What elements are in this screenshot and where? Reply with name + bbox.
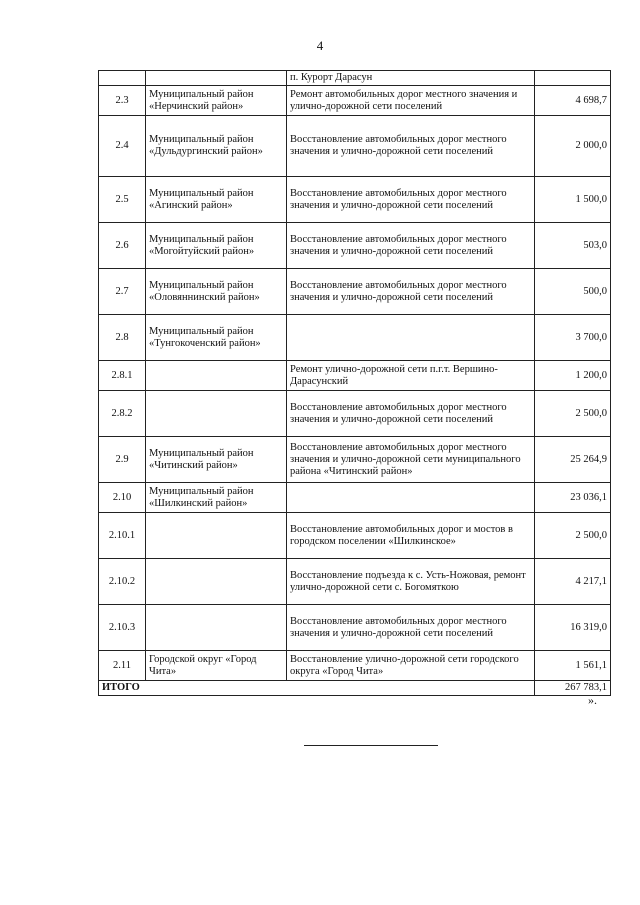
amount-cell: 23 036,1 bbox=[535, 483, 611, 513]
row-number-cell: 2.11 bbox=[99, 651, 146, 681]
total-label: ИТОГО bbox=[99, 681, 535, 696]
row-number-cell: 2.4 bbox=[99, 116, 146, 177]
description-cell: Восстановление автомобильных дорог местного значения и улично-дорожной сети поселений bbox=[287, 269, 535, 315]
table-row bbox=[99, 269, 611, 315]
amount-cell: 4 217,1 bbox=[535, 559, 611, 605]
table-row bbox=[99, 605, 611, 651]
amount-cell: 1 200,0 bbox=[535, 361, 611, 391]
signature-line bbox=[304, 745, 438, 746]
table-row bbox=[99, 116, 611, 177]
closing-quote: ». bbox=[588, 693, 597, 707]
recipient-cell bbox=[146, 559, 287, 605]
description-cell: Восстановление подъезда к с. Усть-Ножовая, ремонт улично-дорожной сети с. Богомяткою bbox=[287, 559, 535, 605]
amount-cell: 500,0 bbox=[535, 269, 611, 315]
table-row bbox=[99, 177, 611, 223]
recipient-cell bbox=[146, 513, 287, 559]
row-number-cell: 2.9 bbox=[99, 437, 146, 483]
recipient-cell: Муниципальный район «Тунгокоченский район» bbox=[146, 315, 287, 361]
table-row bbox=[99, 483, 611, 513]
amount-cell: 16 319,0 bbox=[535, 605, 611, 651]
row-number-cell: 2.5 bbox=[99, 177, 146, 223]
amount-cell: 1 561,1 bbox=[535, 651, 611, 681]
description-cell: Восстановление автомобильных дорог местного значения и улично-дорожной сети поселений bbox=[287, 223, 535, 269]
description-cell bbox=[287, 483, 535, 513]
total-row bbox=[99, 681, 611, 696]
table-row bbox=[99, 651, 611, 681]
amount-cell: 2 500,0 bbox=[535, 391, 611, 437]
recipient-cell: Городской округ «Город Чита» bbox=[146, 651, 287, 681]
row-number-cell: 2.10.3 bbox=[99, 605, 146, 651]
recipient-cell bbox=[146, 361, 287, 391]
table-row bbox=[99, 361, 611, 391]
description-cell bbox=[287, 315, 535, 361]
amount-cell bbox=[535, 71, 611, 86]
table-row bbox=[99, 391, 611, 437]
description-cell: Восстановление автомобильных дорог местного значения и улично-дорожной сети поселений bbox=[287, 391, 535, 437]
table-row bbox=[99, 223, 611, 269]
description-cell: Ремонт улично-дорожной сети п.г.т. Вершино-Дарасунский bbox=[287, 361, 535, 391]
row-number-cell: 2.6 bbox=[99, 223, 146, 269]
amount-cell: 2 500,0 bbox=[535, 513, 611, 559]
page-number: 4 bbox=[316, 38, 324, 53]
description-cell: Восстановление автомобильных дорог местного значения и улично-дорожной сети поселений bbox=[287, 177, 535, 223]
row-number-cell: 2.8.1 bbox=[99, 361, 146, 391]
table-row bbox=[99, 86, 611, 116]
row-number-cell bbox=[99, 71, 146, 86]
recipient-cell bbox=[146, 391, 287, 437]
row-number-cell: 2.8 bbox=[99, 315, 146, 361]
description-cell: Восстановление автомобильных дорог местного значения и улично-дорожной сети поселений bbox=[287, 605, 535, 651]
row-number-cell: 2.8.2 bbox=[99, 391, 146, 437]
allocation-table-body bbox=[99, 71, 611, 696]
table-row bbox=[99, 437, 611, 483]
recipient-cell: Муниципальный район «Дульдургинский район» bbox=[146, 116, 287, 177]
description-cell: Восстановление автомобильных дорог местного значения и улично-дорожной сети муниципального района «Читинский район» bbox=[287, 437, 535, 483]
recipient-cell: Муниципальный район «Шилкинский район» bbox=[146, 483, 287, 513]
table-row bbox=[99, 513, 611, 559]
amount-cell: 1 500,0 bbox=[535, 177, 611, 223]
row-number-cell: 2.10 bbox=[99, 483, 146, 513]
recipient-cell bbox=[146, 605, 287, 651]
row-number-cell: 2.10.2 bbox=[99, 559, 146, 605]
total-amount: 267 783,1 bbox=[535, 681, 611, 696]
table-row-continuation bbox=[99, 71, 611, 86]
table-row bbox=[99, 315, 611, 361]
amount-cell: 25 264,9 bbox=[535, 437, 611, 483]
row-number-cell: 2.3 bbox=[99, 86, 146, 116]
row-number-cell: 2.10.1 bbox=[99, 513, 146, 559]
table-row bbox=[99, 559, 611, 605]
recipient-cell: Муниципальный район «Оловяннинский район» bbox=[146, 269, 287, 315]
recipient-cell: Муниципальный район «Агинский район» bbox=[146, 177, 287, 223]
recipient-cell: Муниципальный район «Могойтуйский район» bbox=[146, 223, 287, 269]
description-cell: Ремонт автомобильных дорог местного значения и улично-дорожной сети поселений bbox=[287, 86, 535, 116]
description-cell: Восстановление автомобильных дорог местного значения и улично-дорожной сети поселений bbox=[287, 116, 535, 177]
description-cell: Восстановление автомобильных дорог и мостов в городском поселении «Шилкинское» bbox=[287, 513, 535, 559]
amount-cell: 503,0 bbox=[535, 223, 611, 269]
recipient-cell: Муниципальный район «Читинский район» bbox=[146, 437, 287, 483]
recipient-cell bbox=[146, 71, 287, 86]
allocation-table bbox=[98, 70, 611, 696]
amount-cell: 3 700,0 bbox=[535, 315, 611, 361]
row-number-cell: 2.7 bbox=[99, 269, 146, 315]
recipient-cell: Муниципальный район «Нерчинский район» bbox=[146, 86, 287, 116]
description-cell: Восстановление улично-дорожной сети городского округа «Город Чита» bbox=[287, 651, 535, 681]
amount-cell: 4 698,7 bbox=[535, 86, 611, 116]
description-cell: п. Курорт Дарасун bbox=[287, 71, 535, 86]
amount-cell: 2 000,0 bbox=[535, 116, 611, 177]
